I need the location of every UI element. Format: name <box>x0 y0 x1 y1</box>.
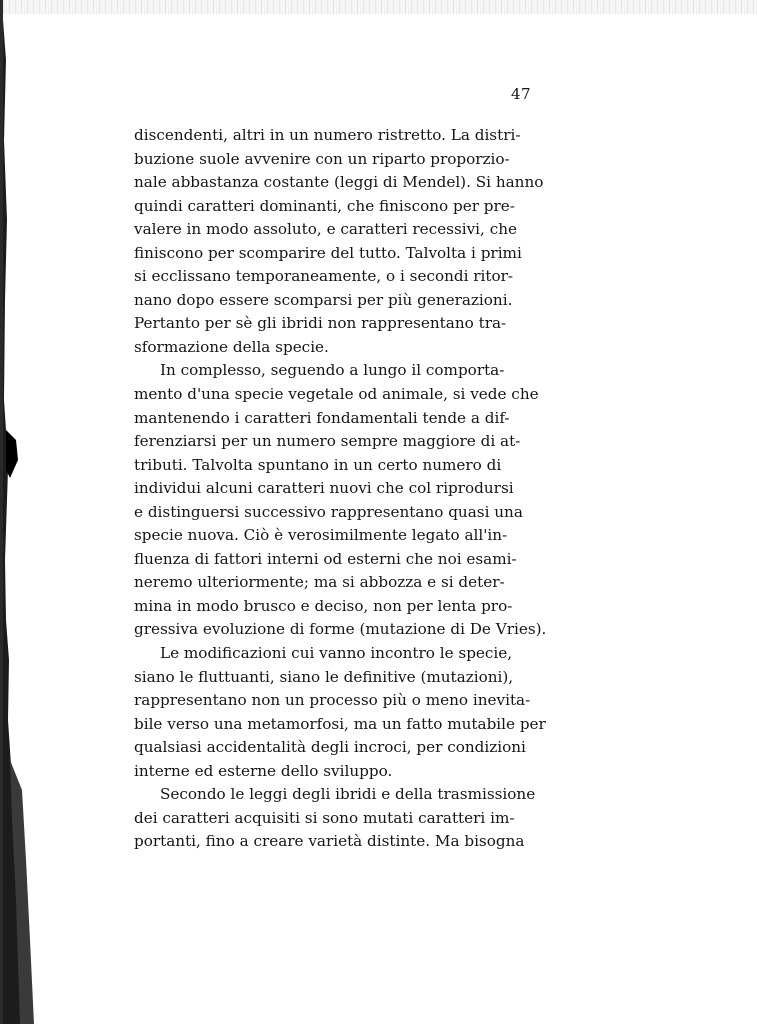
text-line: Le modificazioni cui vanno incontro le specie, <box>160 644 513 663</box>
text-line: nano dopo essere scomparsi per più generazioni. <box>134 290 513 309</box>
text-line: bile verso una metamorfosi, ma un fatto mutabile per <box>134 714 546 733</box>
text-line: individui alcuni caratteri nuovi che col riprodursi <box>134 479 514 498</box>
scan-left-binding-shadow <box>0 0 40 1024</box>
text-line: ferenziarsi per un numero sempre maggiore di at- <box>134 432 521 451</box>
text-line: dei caratteri acquisiti si sono mutati caratteri im- <box>134 808 515 827</box>
text-line: siano le fluttuanti, siano le definitive (mutazioni), <box>134 667 514 686</box>
text-line: quindi caratteri dominanti, che finiscono per pre- <box>134 196 515 215</box>
text-line: nale abbastanza costante (leggi di Mendel). Si hanno <box>134 173 544 192</box>
text-line: valere in modo assoluto, e caratteri recessivi, che <box>134 220 517 239</box>
text-line: interne ed esterne dello sviluppo. <box>134 761 393 780</box>
text-line: si ecclissano temporaneamente, o i secondi ritor- <box>134 267 514 286</box>
text-line: finiscono per scomparire del tutto. Talvolta i primi <box>134 243 522 262</box>
text-line: rappresentano non un processo più o meno inevita- <box>134 691 531 710</box>
body-text <box>134 124 547 854</box>
text-line: specie nuova. Ciò è verosimilmente legato all'in- <box>134 526 508 545</box>
text-line: Pertanto per sè gli ibridi non rappresentano tra- <box>134 314 507 333</box>
text-line: tributi. Talvolta spuntano in un certo numero di <box>134 455 502 474</box>
text-line: neremo ulteriormente; ma si abbozza e si deter- <box>134 573 505 592</box>
text-line: sformazione della specie. <box>134 337 329 356</box>
text-line: mina in modo brusco e deciso, non per lenta pro- <box>134 596 513 615</box>
scan-top-edge <box>0 0 757 14</box>
text-line: mantenendo i caratteri fondamentali tende a dif- <box>134 408 510 427</box>
text-line: portanti, fino a creare varietà distinte. Ma bisogna <box>134 832 525 851</box>
text-line: e distinguersi successivo rappresentano quasi una <box>134 502 523 521</box>
page-number: 47 <box>511 85 532 103</box>
text-line: discendenti, altri in un numero ristretto. La distri- <box>134 126 521 144</box>
text-line: gressiva evoluzione di forme (mutazione di De Vries). <box>134 620 547 639</box>
text-line: In complesso, seguendo a lungo il comporta- <box>160 361 505 380</box>
text-line: fluenza di fattori interni od esterni che noi esami- <box>134 549 517 568</box>
text-line: qualsiasi accidentalità degli incroci, per condizioni <box>134 738 526 757</box>
text-line: mento d'una specie vegetale od animale, si vede che <box>134 385 539 404</box>
text-line: Secondo le leggi degli ibridi e della trasmissione <box>160 785 536 804</box>
text-line: buzione suole avvenire con un riparto proporzio- <box>134 149 510 168</box>
